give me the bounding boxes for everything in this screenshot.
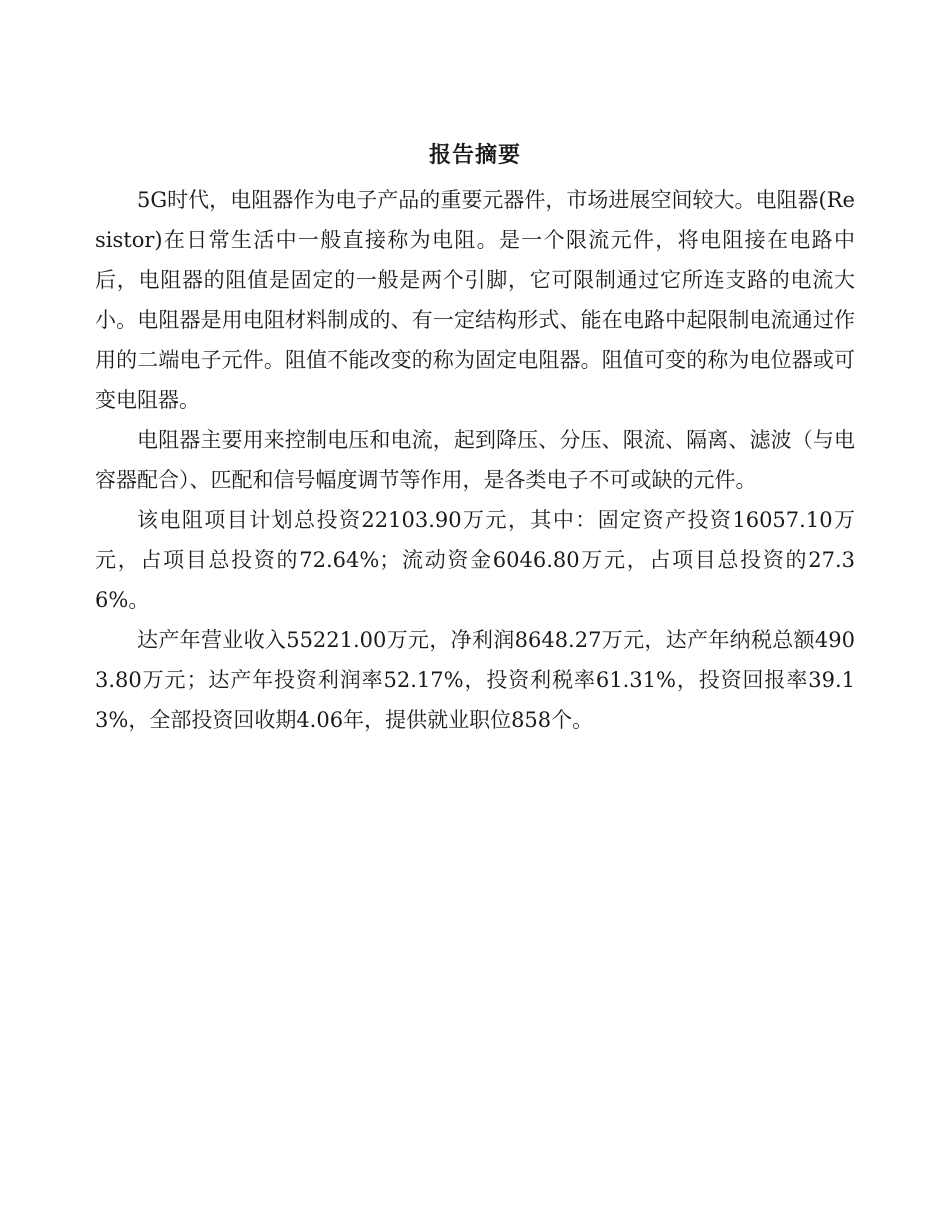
paragraph-revenue: 达产年营业收入55221.00万元，净利润8648.27万元，达产年纳税总额4903.80万元；达产年投资利润率52.17%，投资利税率61.31%，投资回报率39.13%，全部投资回收期4.06年，提供就业职位858个。 [95, 628, 855, 732]
paragraph-intro: 5G时代，电阻器作为电子产品的重要元器件，市场进展空间较大。电阻器(Resistor)在日常生活中一般直接称为电阻。是一个限流元件，将电阻接在电路中后，电阻器的阻值是固定的一般是两个引脚，它可限制通过它所连支路的电流大小。电阻器是用电阻材料制成的、有一定结构形式、能在电路中起限制电流通过作用的二端电子元件。阻值不能改变的称为固定电阻器。阻值可变的称为电位器或可变电阻器。 [95, 188, 855, 412]
document-page [95, 138, 855, 740]
page-title: 报告摘要 [428, 143, 521, 168]
paragraph-function: 电阻器主要用来控制电压和电流，起到降压、分压、限流、隔离、滤波（与电容器配合）、匹配和信号幅度调节等作用，是各类电子不可或缺的元件。 [95, 428, 855, 492]
paragraph-investment: 该电阻项目计划总投资22103.90万元，其中：固定资产投资16057.10万元，占项目总投资的72.64%；流动资金6046.80万元，占项目总投资的27.36%。 [95, 508, 855, 612]
